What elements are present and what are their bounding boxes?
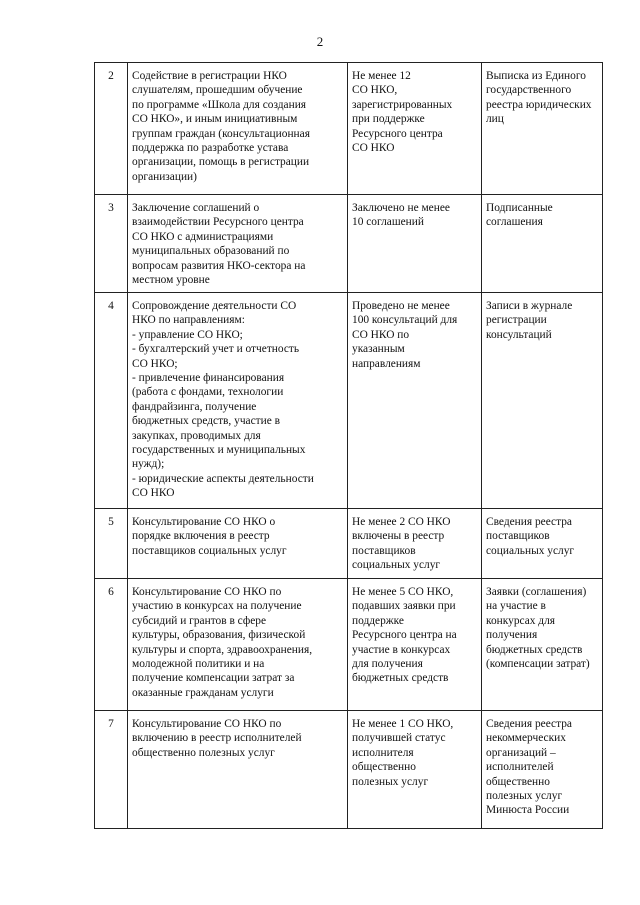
indicator-cell — [348, 711, 482, 829]
cell-line: порядке включения в реестр — [132, 530, 270, 543]
cell-line: направлениям — [352, 357, 421, 370]
cell-line: Ресурсного центра — [352, 127, 443, 140]
activity-cell — [128, 711, 348, 829]
table-body — [95, 63, 603, 829]
cell-line: поддержке — [352, 614, 404, 627]
cell-line: исполнителя — [352, 746, 414, 759]
cell-line: консультаций — [486, 328, 552, 341]
activity-cell — [128, 195, 348, 293]
cell-line: Сведения реестра — [486, 516, 572, 528]
cell-line: поддержка по разработке устава — [132, 142, 289, 155]
cell-line: (работа с фондами, технологии — [132, 386, 284, 399]
cell-line: реестра юридических — [486, 98, 592, 111]
cell-line: Заключение соглашений о — [132, 202, 260, 214]
cell-line: получившей статус — [352, 732, 446, 745]
cell-line: слушателям, прошедшим обучение — [132, 84, 303, 97]
cell-line: (компенсации затрат) — [486, 658, 590, 671]
cell-line: - привлечение финансирования — [132, 372, 285, 385]
cell-line: - управление СО НКО; — [132, 328, 243, 341]
cell-line: Проведено не менее — [352, 300, 450, 312]
cell-line: Консультирование СО НКО по — [132, 718, 282, 730]
table-row — [95, 195, 603, 293]
cell-line: НКО по направлениям: — [132, 314, 245, 327]
cell-line: включены в реестр — [352, 530, 445, 543]
cell-line: оказанные гражданам услуги — [132, 686, 274, 699]
row-number-cell: 5 — [95, 509, 128, 579]
table-row — [95, 509, 603, 579]
document-cell — [482, 293, 603, 509]
indicator-cell — [348, 293, 482, 509]
cell-line: муниципальных образований по — [132, 245, 290, 258]
cell-line: бюджетных средств — [486, 643, 583, 656]
cell-line: организаций – — [486, 746, 556, 759]
row-number-cell: 6 — [95, 579, 128, 711]
cell-line: на участие в — [486, 600, 546, 613]
cell-line: - юридические аспекты деятельности — [132, 472, 314, 485]
cell-line: поставщиков — [352, 544, 416, 557]
cell-line: участие в конкурсах — [352, 643, 451, 656]
cell-line: - бухгалтерский учет и отчетность — [132, 343, 300, 356]
cell-line: Не менее 12 — [352, 70, 411, 82]
cell-line: при поддержке — [352, 113, 425, 126]
cell-line: государственных и муниципальных — [132, 444, 306, 457]
cell-line: культуры, образования, физической — [132, 629, 306, 642]
cell-line: соглашения — [486, 216, 543, 229]
cell-line: Консультирование СО НКО о — [132, 516, 276, 528]
cell-line: Сведения реестра — [486, 718, 572, 730]
document-cell — [482, 711, 603, 829]
activity-cell — [128, 63, 348, 195]
cell-line: получения — [486, 629, 538, 642]
cell-line: Ресурсного центра на — [352, 629, 457, 642]
cell-line: зарегистрированных — [352, 98, 453, 111]
cell-line: СО НКО», и иным инициативным — [132, 113, 298, 126]
cell-line: Не менее 2 СО НКО — [352, 516, 451, 528]
cell-line: Заключено не менее — [352, 202, 450, 214]
cell-line: Записи в журнале — [486, 300, 573, 312]
cell-line: взаимодействии Ресурсного центра — [132, 216, 304, 229]
activity-cell — [128, 293, 348, 509]
cell-line: организации) — [132, 170, 197, 183]
activity-plan-table — [94, 62, 603, 829]
cell-line: подавших заявки при — [352, 600, 456, 613]
cell-line: 100 консультаций для — [352, 314, 458, 327]
cell-line: общественно — [486, 775, 550, 788]
cell-line: СО НКО; — [132, 357, 178, 370]
cell-line: Не менее 5 СО НКО, — [352, 586, 454, 598]
cell-line: исполнителей — [486, 761, 554, 774]
cell-line: поставщиков — [486, 530, 550, 543]
cell-line: общественно — [352, 761, 416, 774]
cell-line: Минюста России — [486, 804, 570, 817]
cell-line: полезных услуг — [352, 775, 429, 788]
cell-line: Выписка из Единого — [486, 70, 586, 82]
cell-line: государственного — [486, 84, 572, 97]
cell-line: организации, помощь в регистрации — [132, 156, 310, 169]
cell-line: социальных услуг — [486, 544, 575, 557]
cell-line: бюджетных средств, участие в — [132, 415, 281, 428]
table-row — [95, 63, 603, 195]
cell-line: включению в реестр исполнителей — [132, 732, 302, 745]
cell-line: молодежной политики и на — [132, 658, 265, 671]
page-number: 2 — [316, 34, 324, 49]
cell-line: указанным — [352, 343, 405, 356]
cell-line: Консультирование СО НКО по — [132, 586, 282, 598]
cell-line: Не менее 1 СО НКО, — [352, 718, 454, 730]
cell-line: по программе «Школа для создания — [132, 98, 307, 111]
activity-cell — [128, 579, 348, 711]
activity-cell — [128, 509, 348, 579]
cell-line: фандрайзинга, получение — [132, 400, 257, 413]
cell-line: субсидий и грантов в сфере — [132, 614, 267, 627]
cell-line: группам граждан (консультационная — [132, 127, 310, 140]
cell-line: поставщиков социальных услуг — [132, 544, 287, 557]
cell-line: нужд); — [132, 458, 165, 471]
cell-line: СО НКО — [352, 142, 395, 155]
row-number-cell: 7 — [95, 711, 128, 829]
cell-line: Заявки (соглашения) — [486, 586, 587, 598]
cell-line: 10 соглашений — [352, 216, 424, 229]
indicator-cell — [348, 509, 482, 579]
row-number-cell: 2 — [95, 63, 128, 195]
table-row — [95, 293, 603, 509]
cell-line: СО НКО — [132, 487, 175, 500]
cell-line: получение компенсации затрат за — [132, 672, 295, 685]
table-row — [95, 711, 603, 829]
cell-line: СО НКО по — [352, 328, 410, 341]
indicator-cell — [348, 579, 482, 711]
cell-line: Содействие в регистрации НКО — [132, 70, 287, 82]
row-number-cell: 4 — [95, 293, 128, 509]
cell-line: лиц — [486, 113, 504, 126]
cell-line: бюджетных средств — [352, 672, 449, 685]
cell-line: некоммерческих — [486, 732, 566, 745]
document-cell — [482, 579, 603, 711]
cell-line: культуры и спорта, здравоохранения, — [132, 643, 313, 656]
cell-line: СО НКО с администрациями — [132, 230, 274, 243]
cell-line: Подписанные — [486, 202, 553, 214]
cell-line: социальных услуг — [352, 559, 441, 572]
cell-line: участию в конкурсах на получение — [132, 600, 302, 613]
document-cell — [482, 195, 603, 293]
indicator-cell — [348, 63, 482, 195]
cell-line: местном уровне — [132, 274, 210, 287]
indicator-cell — [348, 195, 482, 293]
cell-line: вопросам развития НКО-сектора на — [132, 259, 306, 272]
document-cell — [482, 509, 603, 579]
cell-line: СО НКО, — [352, 84, 398, 97]
cell-line: закупках, проводимых для — [132, 429, 261, 442]
cell-line: регистрации — [486, 314, 547, 327]
cell-line: полезных услуг — [486, 790, 563, 803]
document-cell — [482, 63, 603, 195]
cell-line: Сопровождение деятельности СО — [132, 300, 297, 312]
cell-line: конкурсах для — [486, 614, 556, 627]
row-number-cell: 3 — [95, 195, 128, 293]
table-row — [95, 579, 603, 711]
cell-line: общественно полезных услуг — [132, 746, 275, 759]
cell-line: для получения — [352, 658, 423, 671]
